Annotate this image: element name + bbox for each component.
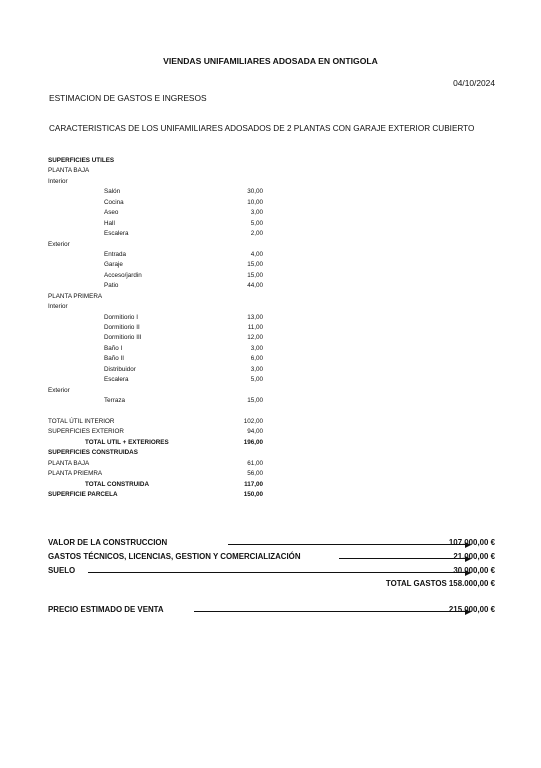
surface-label: SUPERFICIES UTILES <box>48 157 115 164</box>
document-date: 04/10/2024 <box>453 78 495 88</box>
surface-row <box>48 438 263 448</box>
surface-value: 117,00 <box>244 480 263 488</box>
surface-value: 30,00 <box>247 188 263 196</box>
surface-row <box>48 323 263 333</box>
surface-value: 5,00 <box>250 219 263 227</box>
surface-value: 3,00 <box>250 365 263 373</box>
surface-label: Exterior <box>48 386 70 394</box>
surface-label: TOTAL CONSTRUIDA <box>85 480 150 488</box>
arrow-icon <box>194 611 470 612</box>
surface-label: TOTAL ÚTIL INTERIOR <box>48 417 115 425</box>
surface-label: Interior <box>48 177 68 185</box>
surface-row <box>48 292 263 302</box>
surface-label: Acceso/jardin <box>104 271 142 279</box>
surface-row <box>48 250 263 260</box>
fees-value: 21.000,00 € <box>453 552 495 561</box>
construction-row <box>48 538 495 550</box>
surface-label: Aseo <box>104 209 119 217</box>
surfaces-table <box>48 156 263 500</box>
surface-value: 12,00 <box>247 334 263 342</box>
surface-row <box>48 219 263 229</box>
surface-row <box>48 198 263 208</box>
surface-row <box>48 354 263 364</box>
surface-row <box>48 260 263 270</box>
surface-label: SUPERFICIES EXTERIOR <box>48 428 124 436</box>
surface-label: Baño I <box>104 344 123 352</box>
sale-price-value: 215.000,00 € <box>448 605 495 614</box>
surface-label: PLANTA PRIMERA <box>48 292 103 300</box>
surface-label: Dormitiorio III <box>104 334 142 342</box>
surface-label: Hall <box>104 219 115 227</box>
surface-label: PLANTA PRIEMRA <box>48 470 103 478</box>
surface-row <box>48 365 263 375</box>
land-row <box>48 566 495 578</box>
surface-label: Patio <box>104 282 119 290</box>
surface-row <box>48 240 263 250</box>
surface-label: PLANTA BAJA <box>48 167 90 175</box>
surface-row <box>48 187 263 197</box>
surface-row <box>48 386 263 396</box>
construction-value: 107.000,00 € <box>448 538 495 547</box>
surface-value: 2,00 <box>250 230 263 238</box>
surface-value: 94,00 <box>247 428 263 436</box>
total-costs <box>386 579 495 588</box>
document-title: VIENDAS UNIFAMILIARES ADOSADA EN ONTIGOLA <box>163 56 378 66</box>
surface-row <box>48 480 263 490</box>
fees-label: GASTOS TÉCNICOS, LICENCIAS, GESTION Y COMERCIALIZACIÓN <box>48 552 301 561</box>
surface-row <box>48 490 263 500</box>
surface-row <box>48 459 263 469</box>
surface-label: Escalera <box>104 230 129 238</box>
surface-value: 196,00 <box>243 438 263 446</box>
surface-value: 15,00 <box>247 261 263 269</box>
arrow-icon <box>88 572 470 573</box>
surface-row <box>48 302 263 312</box>
surface-label: Dormitiorio I <box>104 313 138 321</box>
surface-row <box>48 448 263 458</box>
surface-label: PLANTA BAJA <box>48 459 90 467</box>
surface-label: SUPERFICIES CONSTRUIDAS <box>48 449 138 457</box>
surface-row <box>48 469 263 479</box>
surface-value: 44,00 <box>247 282 263 290</box>
surface-label: Entrada <box>104 250 127 258</box>
surface-value: 150,00 <box>243 491 263 498</box>
total-costs-label: TOTAL GASTOS <box>385 579 447 588</box>
surface-label: Interior <box>48 303 68 311</box>
land-value: 30.000,00 € <box>453 566 495 575</box>
surface-value: 15,00 <box>247 271 263 279</box>
surface-label: Baño II <box>104 355 124 363</box>
document-subtitle: ESTIMACION DE GASTOS E INGRESOS <box>49 93 207 103</box>
surface-row <box>48 177 263 187</box>
sale-price-label: PRECIO ESTIMADO DE VENTA <box>48 605 164 614</box>
surface-value: 61,00 <box>247 459 263 467</box>
surface-value: 3,00 <box>250 209 263 217</box>
surface-label: Terraza <box>104 397 125 405</box>
surface-label: Cocina <box>104 198 124 206</box>
surface-value: 15,00 <box>247 397 263 405</box>
surface-row <box>48 375 263 385</box>
surface-row <box>48 417 263 427</box>
surface-label: TOTAL UTIL + EXTERIORES <box>85 438 169 446</box>
surface-value: 6,00 <box>250 355 263 363</box>
surface-row <box>48 344 263 354</box>
surface-row <box>48 427 263 437</box>
characteristics-heading: CARACTERISTICAS DE LOS UNIFAMILIARES ADOSADOS DE 2 PLANTAS CON GARAJE EXTERIOR CUBIERTO <box>49 124 475 133</box>
surface-row <box>48 407 263 417</box>
surface-row <box>48 396 263 406</box>
surface-label: Escalera <box>104 376 129 384</box>
surface-value: 13,00 <box>247 313 263 321</box>
surface-row <box>48 229 263 239</box>
arrow-icon <box>339 558 470 559</box>
surface-label: SUPERFICIE PARCELA <box>48 491 118 498</box>
surface-value: 5,00 <box>250 376 263 384</box>
surface-label: Salón <box>104 188 121 196</box>
surface-label: Dormitiorio II <box>104 324 140 331</box>
surface-value: 56,00 <box>247 470 263 478</box>
land-label: SUELO <box>48 566 76 575</box>
construction-label: VALOR DE LA CONSTRUCCION <box>48 538 168 547</box>
surface-value: 3,00 <box>250 344 263 352</box>
surface-label: Exterior <box>48 240 70 248</box>
surface-row <box>48 333 263 343</box>
sale-price-row <box>48 605 495 617</box>
surface-value: 102,00 <box>243 417 263 425</box>
surface-row <box>48 271 263 281</box>
surface-row <box>48 313 263 323</box>
surface-value: 4,00 <box>250 250 263 258</box>
surface-row <box>48 156 263 166</box>
surface-label: Garaje <box>104 261 123 269</box>
surface-row <box>48 166 263 176</box>
surface-label: Distribuidor <box>104 365 136 373</box>
arrow-icon <box>228 544 470 545</box>
surface-value: 11,00 <box>247 324 263 331</box>
fees-row <box>48 552 495 564</box>
surface-value: 10,00 <box>247 198 263 206</box>
surface-row <box>48 208 263 218</box>
surface-row <box>48 281 263 291</box>
total-costs-value: 158.000,00 € <box>448 579 495 588</box>
